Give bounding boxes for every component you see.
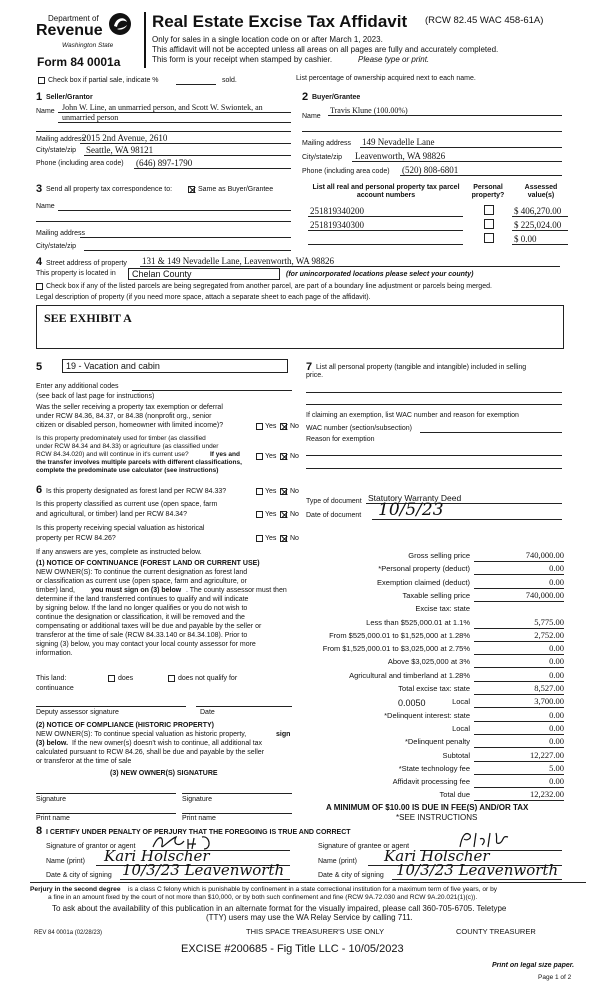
tax-row-rule [474, 681, 564, 682]
buyer-mail-value[interactable]: 149 Nevadelle Lane [362, 137, 435, 147]
seller-mail-value[interactable]: 2015 2nd Avenue, 2610 [82, 133, 168, 143]
segregated-label: Check box if any of the listed parcels are being segregated from another parcel, are part of a boundary line adjustment or parcels being merged. [46, 283, 492, 290]
buyer-name-rule1 [328, 115, 562, 116]
rev-number: REV 84 0001a (02/28/23) [34, 930, 103, 936]
assessed-value-2[interactable]: $ 225,024.00 [514, 220, 562, 230]
seller-city-rule [84, 155, 291, 156]
personal-property-checkbox-3[interactable] [484, 233, 494, 243]
tax-row-label: Agricultural and timberland at 1.28% [349, 671, 470, 680]
land-does-not-label: does not qualify for [178, 675, 238, 682]
header-divider [144, 12, 146, 68]
owner-print-rule2 [182, 813, 292, 814]
located-label: This property is located in [36, 270, 116, 277]
tax-row-rule [474, 734, 564, 735]
tax-row-label: *Delinquent penalty [404, 737, 470, 746]
addl-codes-label: Enter any additional codes [36, 383, 119, 390]
form-number: Form 84 0001a [37, 55, 121, 69]
doc-date-label: Date of document [306, 512, 362, 519]
buyer-city-value[interactable]: Leavenworth, WA 98826 [355, 151, 446, 161]
owner-print-label2: Print name [182, 815, 216, 822]
q-current-use-no-label: No [290, 511, 299, 518]
q-exempt-yes-checkbox[interactable] [256, 423, 263, 430]
notice1-heading: (1) NOTICE OF CONTINUANCE (FOREST LAND OR CURRENT USE) [36, 560, 260, 567]
partial-sold-label: sold. [222, 77, 237, 84]
q-historic-b: property per RCW 84.26? [36, 535, 116, 542]
tax-row-value[interactable]: 0.00 [549, 736, 564, 746]
buyer-name-value[interactable]: Travis Klune (100.00%) [330, 106, 408, 115]
q-timber-c: RCW 84.34.020) and will continue in it's current use? [36, 451, 189, 458]
same-as-buyer-checkbox[interactable] [188, 186, 195, 193]
q-current-use-no-checkbox[interactable] [280, 511, 287, 518]
q-current-use-a: Is this property classified as current use (open space, farm [36, 501, 218, 508]
parcel-number-1[interactable]: 251819340200 [310, 206, 364, 216]
notice1-line3-bold: you must sign on (3) below [91, 587, 182, 594]
buyer-city-rule [352, 161, 562, 162]
page-number: Page 1 of 2 [538, 974, 572, 981]
header-line1: Only for sales in a single location code on or after March 1, 2023. [152, 35, 383, 44]
tax-row-label: Total due [439, 790, 470, 799]
tax-row-value[interactable]: 8,527.00 [534, 683, 564, 693]
buyer-name-rule2 [302, 131, 562, 132]
seller-heading: Seller/Grantor [46, 94, 93, 101]
this-land-label: This land: [36, 675, 67, 682]
notice1-line3-end: must then [256, 587, 287, 594]
tax-row-label: Total excise tax: state [398, 684, 470, 693]
grantee-name-value[interactable]: Kari Holscher [384, 847, 490, 865]
parcel-rule-2 [308, 230, 463, 231]
tax-row-label: Local [452, 724, 470, 733]
assessed-rule-3 [512, 244, 568, 245]
parcels-col1-head: List all real and personal property tax parcel account numbers [312, 184, 460, 200]
seller-phone-value[interactable]: (646) 897-1790 [136, 158, 193, 168]
sec3-city-label: City/state/zip [36, 243, 77, 250]
addl-codes-note: (see back of last page for instructions) [36, 393, 155, 400]
seller-mail-rule [80, 143, 291, 144]
tax-row-label: Taxable selling price [402, 591, 470, 600]
header-line3: This form is your receipt when stamped by cashier. [152, 55, 333, 64]
notice1-line3-after: . The county assessor [186, 587, 255, 594]
seller-name-label: Name [36, 108, 55, 115]
q-current-use-b: and agricultural, or timber) land per RCW 84.34? [36, 511, 187, 518]
doc-type-label: Type of document [306, 498, 362, 505]
partial-pct-field[interactable] [176, 84, 216, 85]
parcels-col2-head: Personal property? [471, 184, 505, 200]
q-historic-yes-label: Yes [265, 535, 277, 542]
sec3-mail-rule [80, 237, 291, 238]
tax-row-value[interactable]: 0.00 [549, 723, 564, 733]
partial-sale-label: Check box if partial sale, indicate % [48, 77, 159, 84]
minimum-fee-note: A MINIMUM OF $10.00 IS DUE IN FEE(S) AND/OR TAX [326, 803, 529, 812]
q-historic-a: Is this property receiving special valuation as historical [36, 525, 205, 532]
perjury-line1: is a class C felony which is punishable by confinement in a state correctional institution for a maximum term of five years, or by [128, 886, 498, 893]
sec3-text: Send all property tax correspondence to: [46, 186, 173, 193]
excise-stamp: EXCISE #200685 - Fig Title LLC - 10/05/2023 [181, 943, 404, 955]
tax-row-rule [474, 787, 564, 788]
sec3-mail-label: Mailing address [36, 230, 86, 237]
dept-line3: Washington State [62, 42, 114, 49]
tax-row-rule [474, 601, 564, 602]
tax-row-value[interactable]: 0.00 [549, 643, 564, 653]
tax-row-value[interactable]: 5,775.00 [534, 617, 564, 627]
grantor-date-value[interactable]: 10/3/23 Leavenworth [122, 861, 285, 879]
parcels-col3-head: Assessed value(s) [524, 184, 558, 200]
reason-rule2 [306, 468, 562, 469]
q-timber-yes-label: Yes [265, 453, 277, 460]
tax-row-label: Local [452, 697, 470, 706]
seller-name-rule3 [36, 131, 291, 132]
tax-row-value[interactable]: 0.00 [549, 563, 564, 573]
tax-row-rule [474, 628, 564, 629]
assessed-value-3[interactable]: $ 0.00 [514, 234, 537, 244]
buyer-phone-value[interactable]: (520) 808-6801 [402, 165, 459, 175]
notice1-line3: timber) land, [36, 587, 75, 594]
land-use-value: 19 - Vacation and cabin [66, 361, 160, 371]
q-timber-no-checkbox[interactable] [280, 453, 287, 460]
assessed-rule-1 [512, 216, 568, 217]
owner-print-rule1 [36, 813, 176, 814]
assessed-rule-2 [512, 230, 568, 231]
q-exempt-a: Was the seller receiving a property tax exemption or deferral [36, 404, 223, 411]
deputy-sig-label: Deputy assessor signature [36, 709, 119, 716]
assessed-value-1[interactable]: $ 406,270.00 [514, 206, 562, 216]
tax-row-label: Excise tax: state [415, 604, 470, 613]
dept-line2: Revenue [36, 22, 103, 39]
q-timber-no-label: No [290, 453, 299, 460]
legal-desc-value: SEE EXHIBIT A [44, 311, 132, 325]
q-timber-c-bold: If yes and [210, 451, 240, 458]
grantor-name-label: Name (print) [46, 858, 85, 865]
buyer-heading: Buyer/Grantee [312, 94, 361, 101]
dept-line1: Department of [48, 14, 99, 23]
tax-row-rule [474, 721, 564, 722]
buyer-phone-label: Phone (including area code) [302, 168, 390, 175]
q-timber-e: complete the predominate use calculator (see instructions) [36, 467, 219, 474]
treasurer-use-only: THIS SPACE TREASURER'S USE ONLY [246, 927, 385, 936]
tax-row-value[interactable]: 12,227.00 [530, 750, 564, 760]
perjury-line2: a fine in an amount fixed by the court of not more than $10,000, or by both such confinement and fine (RCW 9A.72.030 and RCW 9A.20.021(1)(c)). [48, 894, 478, 901]
county-note: (for unincorporated locations please select your county) [286, 271, 474, 278]
tax-row-label: Above $3,025,000 at 3% [387, 657, 470, 666]
addl-codes-rule [132, 390, 292, 391]
tax-row-value[interactable]: 0.00 [549, 577, 564, 587]
tax-row-rule [474, 747, 564, 748]
tax-row-label: Affidavit processing fee [392, 777, 470, 786]
tax-row-value[interactable]: 3,700.00 [534, 696, 564, 706]
perjury-divider [30, 882, 586, 883]
seller-phone-label: Phone (including area code) [36, 160, 124, 167]
partial-sale-checkbox[interactable] [38, 77, 45, 84]
tax-row-rule [474, 707, 564, 708]
tax-row-label: *Delinquent interest: state [384, 711, 470, 720]
tax-row-label: *State technology fee [398, 764, 470, 773]
same-as-buyer-label: Same as Buyer/Grantee [198, 186, 274, 193]
parcel-rule-1 [308, 216, 463, 217]
land-does-checkbox[interactable] [108, 675, 115, 682]
county-treasurer: COUNTY TREASURER [456, 927, 536, 936]
q-forest-yes-label: Yes [265, 488, 277, 495]
grantee-date-rule [392, 879, 562, 880]
section8-number: 8 [36, 825, 43, 837]
certify-statement: I CERTIFY UNDER PENALTY OF PERJURY THAT THE FOREGOING IS TRUE AND CORRECT [46, 829, 351, 836]
dor-logo [36, 12, 136, 52]
tax-row-value[interactable]: 0.00 [549, 710, 564, 720]
land-does-label: does [118, 675, 134, 682]
section2-number: 2 [302, 91, 309, 103]
tax-row-rule [474, 774, 564, 775]
notice2-heading: (2) NOTICE OF COMPLIANCE (HISTORIC PROPERTY) [36, 722, 214, 729]
wac-rule [420, 432, 562, 433]
q-forest-yes-checkbox[interactable] [256, 488, 263, 495]
notice2-line2-bold: (3) below. [36, 740, 69, 747]
notice1-line6: continue the designation or classification, it will be removed and the [36, 614, 245, 621]
notice2-line2: If the new owner(s) doesn't wish to continue, all additional tax [72, 740, 263, 747]
wac-label: WAC number (section/subsection) [306, 425, 412, 432]
seller-mail-label: Mailing address [36, 136, 86, 143]
tax-row-value[interactable]: 5.00 [549, 763, 564, 773]
tax-row-label: *Personal property (deduct) [378, 564, 470, 573]
street-value[interactable]: 131 & 149 Nevadelle Lane, Leavenworth, WA 98826 [142, 256, 335, 266]
q-timber-yes-checkbox[interactable] [256, 453, 263, 460]
seller-city-label: City/state/zip [36, 147, 77, 154]
tax-row-label: Exemption claimed (deduct) [377, 578, 470, 587]
q-timber-b: under RCW 84.34 and 84.33) or agriculture (as classified under [36, 443, 219, 450]
notice2-line1: NEW OWNER(S): To continue special valuation as historic property, [36, 731, 247, 738]
street-rule [140, 266, 560, 267]
county-value: Chelan County [132, 269, 192, 279]
sec7-rule1 [306, 392, 562, 393]
tax-row-rule [474, 561, 564, 562]
alt-format-line1: To ask about the availability of this publication in an alternate format for the visually impaired, please call 360-705-6705. Teletype [52, 904, 507, 913]
continuance-label: continuance [36, 685, 74, 692]
tax-row-label: Gross selling price [408, 551, 470, 560]
deputy-date-label: Date [200, 709, 215, 716]
deputy-date-rule [196, 706, 292, 707]
tax-row-label: Subtotal [442, 751, 470, 760]
tax-row-rule [474, 654, 564, 655]
q-historic-no-label: No [290, 535, 299, 542]
doc-date-value[interactable]: 10/5/23 [378, 500, 444, 520]
grantee-sig-label: Signature of grantee or agent [318, 843, 410, 850]
q-exempt-b: under RCW 84.36, 84.37, or 84.38 (nonprofit org., senior [36, 413, 212, 420]
ownership-note: List percentage of ownership acquired next to each name. [296, 75, 476, 82]
notice1-line4: determine if the land transferred continues to qualify and will indicate [36, 596, 249, 603]
grantee-date-label: Date & city of signing [318, 872, 384, 879]
q-exempt-c: citizen or disabled person, homeowner with limited income)? [36, 422, 224, 429]
segregated-checkbox[interactable] [36, 283, 43, 290]
owner-sig-rule1 [36, 793, 176, 794]
tax-row-value[interactable]: 2,752.00 [534, 630, 564, 640]
deputy-sig-rule [36, 706, 186, 707]
print-legal-note: Print on legal size paper. [492, 962, 575, 969]
q-historic-yes-checkbox[interactable] [256, 535, 263, 542]
section5-number: 5 [36, 361, 43, 373]
notice1-line1: NEW OWNER(S): To continue the current designation as forest land [36, 569, 248, 576]
grantor-name-value[interactable]: Kari Holscher [104, 847, 210, 865]
grantor-date-label: Date & city of signing [46, 872, 112, 879]
sec7-text-b: price. [306, 372, 324, 379]
tax-row-value[interactable]: 740,000.00 [525, 550, 564, 560]
tax-row-rule [474, 761, 564, 762]
notice2-line1-bold: sign [276, 731, 291, 738]
seller-phone-rule [134, 168, 291, 169]
notice1-line10: information. [36, 650, 73, 657]
doc-type-value[interactable]: Statutory Warranty Deed [368, 493, 462, 503]
tax-row-value[interactable]: 0.00 [549, 776, 564, 786]
header-line2: This affidavit will not be accepted unless all areas on all pages are fully and accurately completed. [152, 45, 499, 54]
q-current-use-yes-checkbox[interactable] [256, 511, 263, 518]
tax-row-label: From $1,525,000.01 to $3,025,000 at 2.75% [322, 644, 470, 653]
sec7-rule2 [306, 404, 562, 405]
q-exempt-yes-label: Yes [265, 423, 277, 430]
seller-city-value[interactable]: Seattle, WA 98121 [86, 145, 154, 155]
reason-rule1 [306, 455, 562, 456]
tax-row-rule [474, 588, 564, 589]
buyer-name-label: Name [302, 113, 321, 120]
owner-sig-rule2 [182, 793, 292, 794]
tax-row-label: From $525,000.01 to $1,525,000 at 1.28% [329, 631, 470, 640]
q-timber-d: the transfer involves multiple parcels with different classifications, [36, 459, 242, 466]
owner-print-label1: Print name [36, 815, 70, 822]
form-rcw: (RCW 82.45 WAC 458-61A) [425, 15, 544, 26]
sec3-name-rule2 [36, 221, 291, 222]
notice3-heading: (3) NEW OWNER(S) SIGNATURE [110, 770, 218, 777]
section1-number: 1 [36, 91, 43, 103]
personal-property-checkbox-1[interactable] [484, 205, 494, 215]
q-forest-no-label: No [290, 488, 299, 495]
tax-row-value[interactable]: 12,232.00 [530, 789, 564, 799]
grantor-sig-label: Signature of grantor or agent [46, 843, 136, 850]
tax-row-rule [474, 694, 564, 695]
form-title: Real Estate Excise Tax Affidavit [152, 12, 408, 31]
q-forest-no-checkbox[interactable] [280, 488, 287, 495]
section7-number: 7 [306, 361, 313, 373]
local-rate: 0.0050 [398, 698, 426, 708]
notice1-line5: by signing below. If the land no longer qualifies or you do not wish to [36, 605, 248, 612]
header-line3b: Please type or print. [358, 55, 430, 64]
q-historic-no-checkbox[interactable] [280, 535, 287, 542]
tax-row-value[interactable]: 0.00 [549, 670, 564, 680]
buyer-city-label: City/state/zip [302, 154, 343, 161]
seller-name-rule2 [58, 122, 291, 123]
tax-row-rule [474, 667, 564, 668]
q-forest: Is this property designated as forest land per RCW 84.33? [46, 488, 227, 495]
if-any-yes: If any answers are yes, complete as instructed below. [36, 549, 202, 556]
tax-row-value[interactable]: 740,000.00 [525, 590, 564, 600]
grantee-date-value[interactable]: 10/3/23 Leavenworth [396, 861, 559, 879]
q-exempt-no-checkbox[interactable] [280, 423, 287, 430]
perjury-bold: Perjury in the second degree [30, 886, 121, 893]
section4-number: 4 [36, 256, 43, 268]
q-timber-a: Is this property predominately used for timber (as classified [36, 435, 206, 442]
buyer-phone-rule [400, 175, 562, 176]
notice2-line3: calculated pursuant to RCW 84.26, shall be due and payable by the seller [36, 749, 265, 756]
notice1-line7: compensating or additional taxes will be due and payable by the seller or [36, 623, 262, 630]
section3-number: 3 [36, 183, 43, 195]
reason-label: Reason for exemption [306, 436, 375, 443]
notice1-line8: transferor at the time of sale (RCW 84.33.140 or 84.34.108). Prior to [36, 632, 248, 639]
tax-row-rule [474, 574, 564, 575]
seller-name-line1[interactable]: John W. Line, an unmarried person, and Scott W. Swiontek, an [62, 103, 263, 112]
sec3-city-rule [84, 250, 291, 251]
sec7-text-a: List all personal property (tangible and intangible) included in selling [316, 364, 527, 371]
tax-row-rule [474, 641, 564, 642]
buyer-mail-label: Mailing address [302, 140, 352, 147]
sec3-name-label: Name [36, 203, 55, 210]
exempt-claim-label: If claiming an exemption, list WAC number and reason for exemption [306, 412, 519, 419]
tax-row-value[interactable]: 0.00 [549, 656, 564, 666]
notice2-line4: or transferor at the time of sale [36, 758, 132, 765]
q-exempt-no-label: No [290, 423, 299, 430]
alt-format-line2: (TTY) users may use the WA Relay Service by calling 711. [206, 913, 413, 922]
land-does-not-checkbox[interactable] [168, 675, 175, 682]
notice1-line9: signing (3) below, you may contact your local county assessor for more [36, 641, 256, 648]
legal-desc-label: Legal description of property (if you need more space, attach a separate sheet to each page of the affidavit). [36, 294, 371, 301]
personal-property-checkbox-2[interactable] [484, 219, 494, 229]
notice1-line2: or classification as current use (open space, farm and agriculture, or [36, 578, 247, 585]
grantor-date-rule [120, 879, 290, 880]
grantee-name-label: Name (print) [318, 858, 357, 865]
section6-number: 6 [36, 484, 43, 496]
tax-row-rule [474, 800, 564, 801]
street-label: Street address of property [46, 260, 127, 267]
parcel-number-2[interactable]: 251819340300 [310, 220, 364, 230]
parcel-rule-3 [308, 244, 463, 245]
tax-row-label: Less than $525,000.01 at 1.1% [366, 618, 470, 627]
doc-date-rule [372, 519, 562, 520]
owner-sig-label1: Signature [36, 796, 66, 803]
q-current-use-yes-label: Yes [265, 511, 277, 518]
buyer-mail-rule [360, 147, 562, 148]
sec3-name-rule1 [58, 210, 291, 211]
owner-sig-label2: Signature [182, 796, 212, 803]
dor-swirl-icon [108, 12, 132, 36]
seller-name-line2[interactable]: unmarried person [62, 113, 119, 122]
see-instructions: *SEE INSTRUCTIONS [396, 813, 478, 822]
